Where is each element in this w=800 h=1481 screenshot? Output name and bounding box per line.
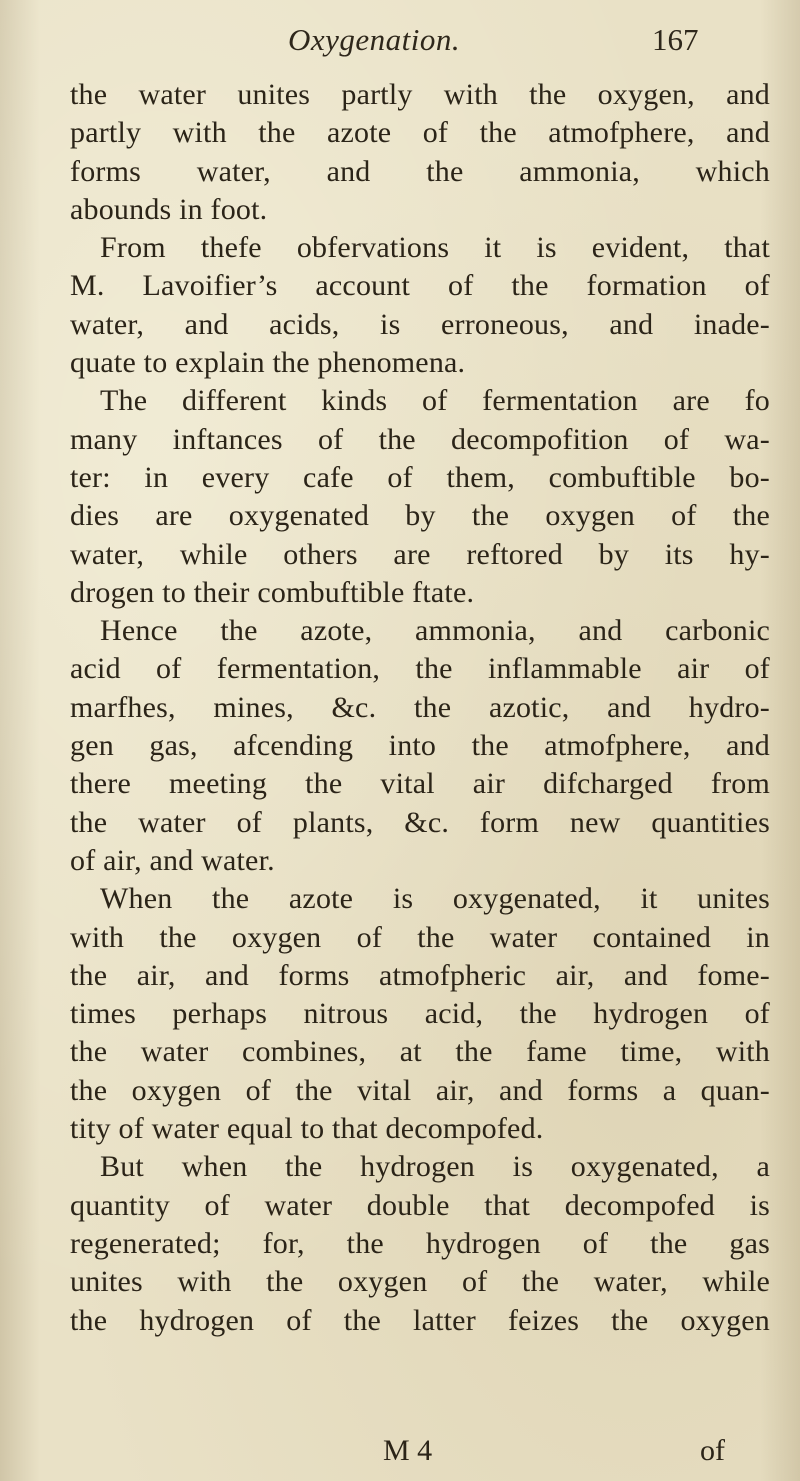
- page-footer: [0, 1434, 800, 1474]
- text-line: When the azote is oxygenated, it unites: [100, 882, 770, 916]
- text-line: regenerated; for, the hydrogen of the gas: [70, 1226, 770, 1260]
- text-line: the air, and forms atmofpheric air, and fome-: [70, 958, 770, 992]
- page-number: 167: [652, 22, 699, 57]
- text-line: marfhes, mines, &c. the azotic, and hydro-: [70, 690, 770, 724]
- running-title: Oxygenation.: [288, 22, 461, 57]
- text-line: with the oxygen of the water contained in: [70, 920, 770, 954]
- text-line: M. Lavoifier’s account of the formation of: [70, 269, 770, 303]
- text-line: From thefe obfervations it is evident, that: [100, 231, 770, 265]
- text-line: the oxygen of the vital air, and forms a quan-: [70, 1073, 770, 1107]
- text-line: forms water, and the ammonia, which: [70, 154, 770, 188]
- text-line: drogen to their combuftible ftate.: [70, 575, 475, 609]
- catchword: of: [700, 1434, 725, 1467]
- signature-mark: M 4: [383, 1434, 433, 1467]
- text-line: quate to explain the phenomena.: [70, 346, 466, 380]
- text-line: many inftances of the decompofition of wa-: [70, 422, 770, 456]
- text-line: dies are oxygenated by the oxygen of the: [70, 499, 770, 533]
- text-line: ter: in every cafe of them, combuftible bo-: [70, 460, 770, 494]
- text-line: the water unites partly with the oxygen, and: [70, 78, 770, 111]
- text-line: The different kinds of fermentation are fo: [100, 384, 770, 418]
- text-line: partly with the azote of the atmofphere, and: [70, 116, 770, 150]
- text-line: abounds in foot.: [70, 192, 268, 226]
- text-line: times perhaps nitrous acid, the hydrogen of: [70, 997, 770, 1031]
- text-line: of air, and water.: [70, 843, 275, 877]
- running-head: [0, 14, 800, 64]
- text-line: Hence the azote, ammonia, and carbonic: [100, 614, 770, 648]
- text-line: the water of plants, &c. form new quantities: [70, 805, 770, 839]
- text-line: the hydrogen of the latter feizes the oxygen: [70, 1303, 770, 1337]
- text-line: the water combines, at the fame time, with: [70, 1035, 770, 1069]
- text-line: acid of fermentation, the inflammable air of: [70, 652, 770, 686]
- text-line: quantity of water double that decompofed is: [70, 1188, 770, 1222]
- text-line: unites with the oxygen of the water, while: [70, 1265, 770, 1299]
- text-line: water, while others are reftored by its hy-: [70, 537, 770, 571]
- text-line: But when the hydrogen is oxygenated, a: [100, 1150, 770, 1184]
- text-line: tity of water equal to that decompofed.: [70, 1112, 544, 1146]
- body-text: [70, 76, 770, 1340]
- text-line: there meeting the vital air difcharged from: [70, 767, 770, 801]
- text-line: gen gas, afcending into the atmofphere, and: [70, 729, 770, 763]
- text-line: water, and acids, is erroneous, and inade-: [70, 307, 770, 341]
